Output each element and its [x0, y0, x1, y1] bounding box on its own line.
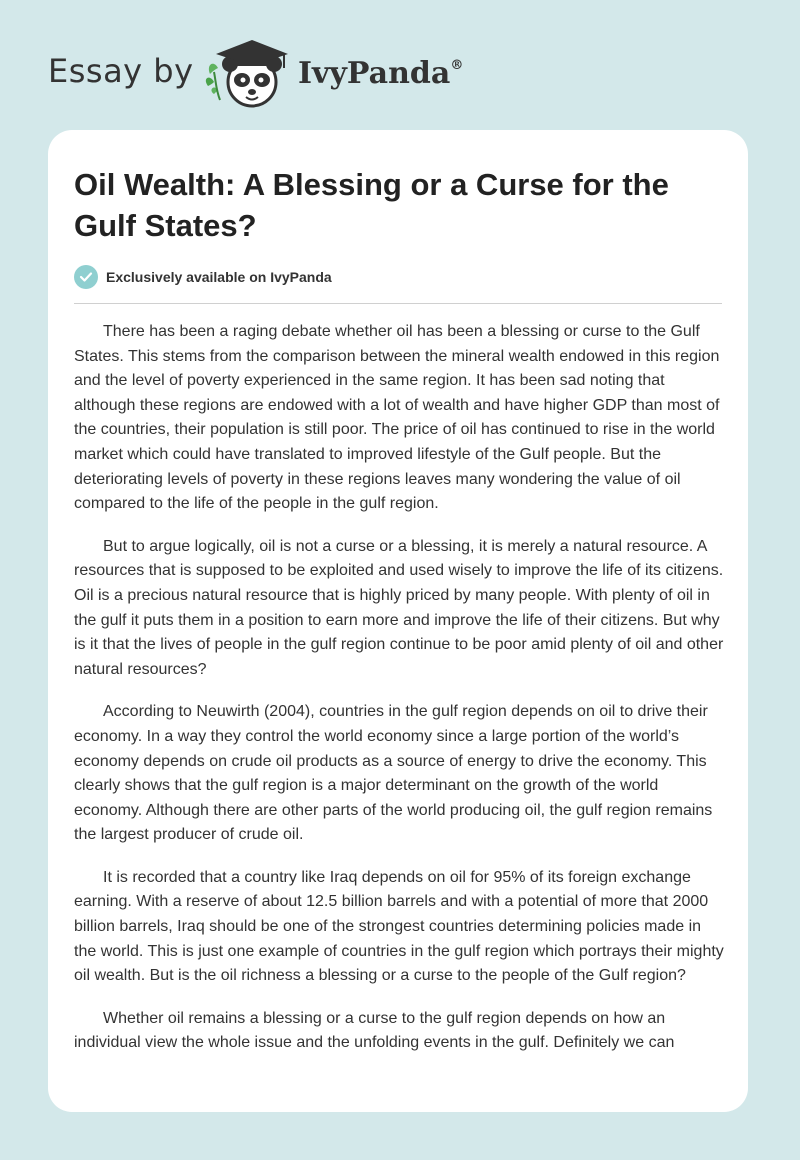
essay-body: [74, 320, 726, 1074]
panda-logo-icon[interactable]: [200, 34, 292, 110]
site-header: [0, 0, 800, 130]
paragraph: Whether oil remains a blessing or a curse to the gulf region depends on how an individual view the whole issue and the unfolding events in the gulf. Definitely we can: [74, 1009, 675, 1052]
essay-card: [48, 130, 748, 1112]
exclusive-badge-text: Exclusively available on IvyPanda: [106, 269, 332, 285]
paragraph: There has been a raging debate whether oil has been a blessing or curse to the Gulf States. This stems from the comparison between the mineral wealth endowed in this region and the level of poverty experienced in the same region. It has been sad noting that although these regions are endowed with a lot of wealth and have higher GDP than most of the countries, their population is still poor. The price of oil has continued to rise in the world market which could have translated to improved lifestyle of the Gulf people. But the deteriorating levels of poverty in these regions leaves many wondering the value of oil compared to the life of the people in the gulf region.: [74, 323, 720, 513]
paragraph: It is recorded that a country like Iraq depends on oil for 95% of its foreign exchange earning. With a reserve of about 12.5 billion barrels and with a potential of more that 2000 billion barrels, Iraq should be one of the strongest countries determining policies made in the world. This is just one example of countries in the gulf region which portrays their mighty oil wealth. But is the oil richness a blessing or a curse to the people of the Gulf region?: [74, 868, 724, 985]
paragraph: But to argue logically, oil is not a curse or a blessing, it is merely a natural resource. A resources that is supposed to be exploited and used wisely to improve the life of its citizens. Oil is a precious natural resource that is highly priced by many people. With plenty of oil in the gulf it puts them in a position to earn more and improve the life of their citizens. But why is it that the lives of people in the gulf region continue to be poor amid plenty of oil and other natural resources?: [74, 537, 724, 678]
essay-title: Oil Wealth: A Blessing or a Curse for the Gulf States?: [74, 167, 669, 243]
divider: [74, 303, 722, 304]
check-icon: [74, 265, 98, 289]
paragraph: According to Neuwirth (2004), countries in the gulf region depends on oil to drive their economy. In a way they control the world economy since a large portion of the world’s economy depends on crude oil products as a source of energy to drive the economy. This clearly shows that the gulf region is a major determinant on the growth of the world economy. Although there are other parts of the world producing oil, the gulf region remains the largest producer of crude oil.: [74, 703, 713, 844]
essay-by-label: Essay by: [48, 52, 194, 90]
trademark-symbol: ®: [450, 58, 464, 73]
exclusive-badge: [74, 264, 332, 290]
brand-name[interactable]: [298, 56, 463, 91]
brand-text: IvyPanda: [298, 56, 451, 91]
